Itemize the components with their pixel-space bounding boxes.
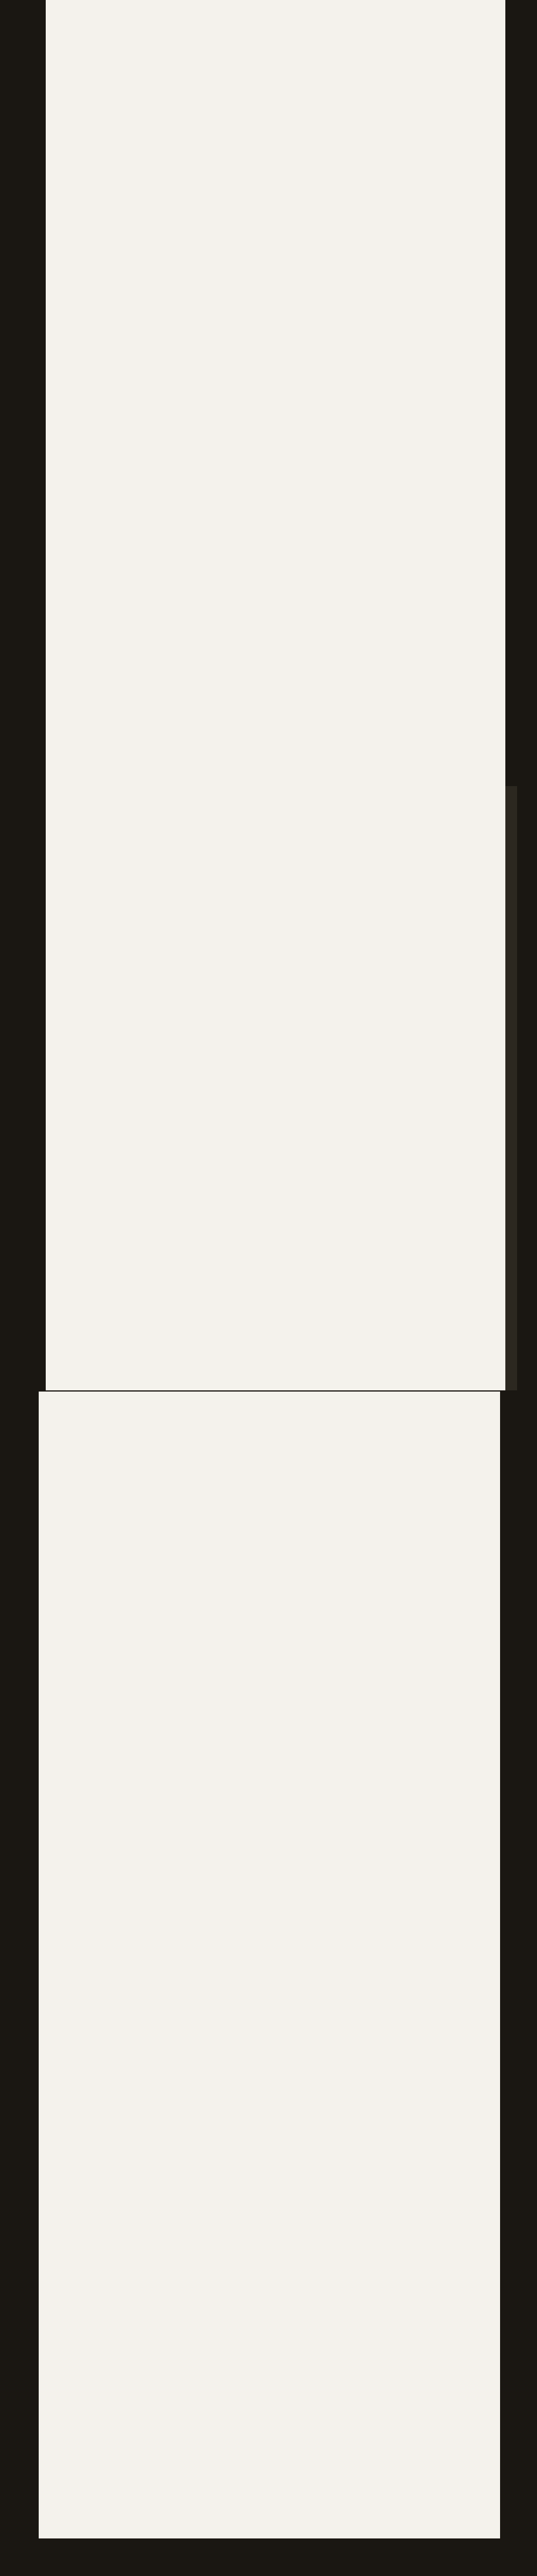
text-column-lower: [39, 1392, 500, 1399]
newspaper-clipping-upper: [46, 0, 505, 1390]
newspaper-clipping-lower: [39, 1392, 500, 2538]
clipping-bottom-fade: [39, 2515, 500, 2538]
adjacent-column-margin: [505, 786, 517, 1390]
